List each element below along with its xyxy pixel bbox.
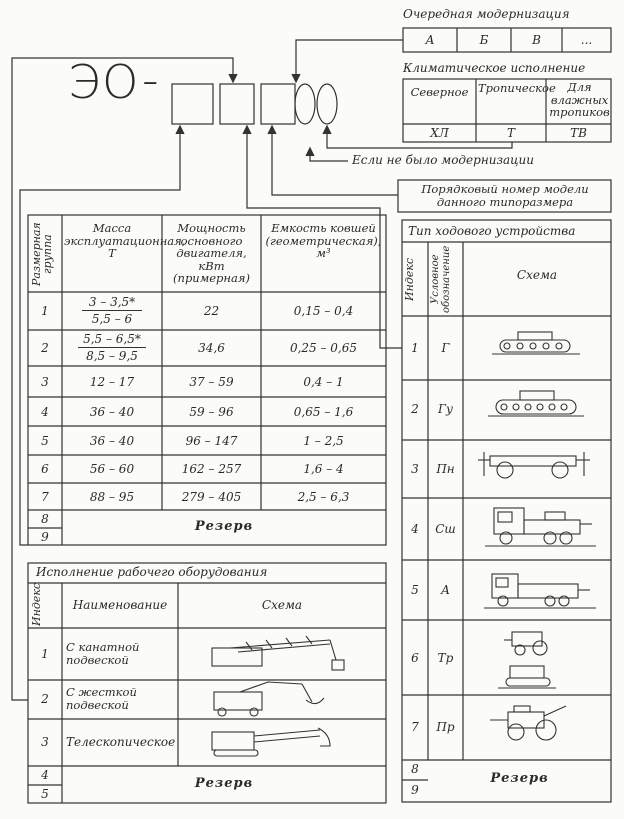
tractor-scheme bbox=[498, 632, 556, 688]
equipment-name-1: С канатной подвеской bbox=[66, 640, 140, 667]
size-bucket-4: 0,65 – 1,6 bbox=[293, 405, 354, 419]
industrial-tractor-scheme bbox=[490, 706, 566, 740]
truck-scheme bbox=[484, 574, 596, 608]
chassis-index-5: 5 bbox=[411, 583, 419, 597]
modernization-letter-v: В bbox=[532, 33, 541, 47]
cable-boom-scheme bbox=[212, 636, 344, 670]
equipment-index-2: 2 bbox=[41, 692, 49, 706]
size-mass-2: $\frac{5,5 - 6,5*}{8,5 - 9,5}$ bbox=[78, 332, 146, 363]
climate-north: Северное bbox=[410, 85, 469, 99]
size-reserve-label: Резерв bbox=[194, 519, 254, 534]
equipment-name-3: Телескопическое bbox=[66, 735, 176, 749]
crawler-scheme bbox=[492, 332, 580, 354]
size-header-bucket: Емкость ковшей (геометрическая), м³ bbox=[265, 221, 382, 260]
size-power-4: 59 – 96 bbox=[189, 405, 234, 419]
chassis-index-9: 9 bbox=[411, 783, 419, 797]
equipment-index-3: 3 bbox=[41, 735, 49, 749]
climate-tropical: Тропическое bbox=[478, 81, 556, 95]
modernization-title: Очередная модернизация bbox=[403, 7, 570, 21]
size-header-power: Мощность основного двигателя, кВт (примерная) bbox=[173, 221, 250, 285]
chassis-code-1: Г bbox=[441, 341, 450, 355]
chassis-header-code: Условное обозначение bbox=[430, 245, 452, 313]
climate-code-hl: ХЛ bbox=[430, 126, 449, 140]
chassis-code-5: А bbox=[440, 583, 451, 597]
chassis-index-7: 7 bbox=[411, 720, 419, 734]
wheeled-chassis-scheme bbox=[485, 508, 596, 546]
size-bucket-5: 1 – 2,5 bbox=[303, 434, 344, 448]
chassis-code-6: Тр bbox=[437, 651, 454, 665]
model-code-dash: - bbox=[142, 53, 161, 107]
chassis-code-2: Гу bbox=[438, 402, 453, 416]
size-bucket-1: 0,15 – 0,4 bbox=[293, 304, 354, 318]
size-bucket-2: 0,25 – 0,65 bbox=[289, 341, 358, 355]
chassis-index-4: 4 bbox=[411, 522, 419, 536]
serial-label: Порядковый номер модели данного типоразмера bbox=[421, 182, 589, 209]
equipment-name-2: С жесткой подвеской bbox=[66, 685, 137, 712]
size-power-6: 162 – 257 bbox=[181, 462, 242, 476]
size-group-6: 6 bbox=[41, 462, 49, 476]
equipment-index-5: 5 bbox=[41, 787, 49, 801]
wide-crawler-scheme bbox=[488, 391, 584, 416]
size-group-9: 9 bbox=[41, 530, 49, 544]
size-group-7: 7 bbox=[41, 490, 49, 504]
climate-code-tv: ТВ bbox=[570, 126, 587, 140]
equipment-header-name: Наименование bbox=[72, 598, 168, 612]
size-header-group: Размерная группа bbox=[30, 222, 54, 286]
chassis-index-1: 1 bbox=[411, 341, 419, 355]
equipment-index-1: 1 bbox=[41, 647, 49, 661]
chassis-title: Тип ходового устройства bbox=[408, 224, 576, 238]
size-mass-6: 56 – 60 bbox=[89, 462, 135, 476]
chassis-code-7: Пр bbox=[436, 720, 455, 734]
model-code-oval-2 bbox=[317, 84, 337, 124]
size-group-1: 1 bbox=[41, 304, 49, 318]
size-header-mass: Масса эксплуатационная, Т bbox=[64, 221, 186, 260]
size-group-5: 5 bbox=[41, 434, 49, 448]
size-mass-3: 12 – 17 bbox=[89, 375, 135, 389]
size-group-4: 4 bbox=[41, 405, 49, 419]
size-power-7: 279 – 405 bbox=[181, 490, 242, 504]
modernization-letter-a: А bbox=[425, 33, 435, 47]
size-bucket-6: 1,6 – 4 bbox=[303, 462, 344, 476]
size-group-3: 3 bbox=[41, 375, 49, 389]
chassis-index-2: 2 bbox=[411, 402, 419, 416]
size-mass-4: 36 – 40 bbox=[89, 405, 135, 419]
climate-wet-tropical: Для влажных тропиков bbox=[549, 80, 610, 119]
size-mass-7: 88 – 95 bbox=[89, 490, 135, 504]
chassis-index-8: 8 bbox=[411, 762, 419, 776]
size-bucket-3: 0,4 – 1 bbox=[303, 375, 344, 389]
model-code-oval-1 bbox=[295, 84, 315, 124]
model-code-box-2 bbox=[220, 84, 254, 124]
equipment-reserve-label: Резерв bbox=[194, 776, 254, 791]
climate-code-t: Т bbox=[506, 126, 515, 140]
size-power-3: 37 – 59 bbox=[189, 375, 234, 389]
chassis-code-3: Пн bbox=[436, 462, 455, 476]
equipment-index-4: 4 bbox=[41, 768, 49, 782]
size-group-8: 8 bbox=[41, 512, 49, 526]
modernization-letter-b: Б bbox=[479, 33, 489, 47]
chassis-header-scheme: Схема bbox=[516, 268, 558, 282]
chassis-header-index: Индекс bbox=[403, 257, 416, 301]
equipment-title: Исполнение рабочего оборудования bbox=[36, 565, 268, 579]
model-code-prefix: ЭО bbox=[68, 55, 141, 109]
model-code-box-3 bbox=[261, 84, 295, 124]
chassis-reserve-label: Резерв bbox=[490, 771, 549, 786]
size-power-1: 22 bbox=[203, 304, 220, 318]
size-bucket-7: 2,5 – 6,3 bbox=[297, 490, 350, 504]
size-group-2: 2 bbox=[41, 341, 49, 355]
size-power-5: 96 – 147 bbox=[185, 434, 238, 448]
chassis-index-3: 3 bbox=[411, 462, 419, 476]
size-mass-5: 36 – 40 bbox=[89, 434, 135, 448]
equipment-header-scheme: Схема bbox=[261, 598, 303, 612]
pneumatic-scheme bbox=[478, 452, 590, 478]
size-power-2: 34,6 bbox=[198, 341, 225, 355]
model-code-box-1 bbox=[172, 84, 213, 124]
telescopic-boom-scheme bbox=[212, 728, 330, 756]
climate-title: Климатическое исполнение bbox=[403, 61, 586, 75]
size-mass-1: $\frac{3 - 3,5*}{5,5 - 6}$ bbox=[82, 295, 142, 326]
equipment-header-index: Индекс bbox=[30, 582, 43, 626]
chassis-index-6: 6 bbox=[411, 651, 419, 665]
chassis-code-4: Сш bbox=[435, 522, 456, 536]
rigid-boom-scheme bbox=[214, 682, 324, 716]
no-modernization-note: Если не было модернизации bbox=[352, 153, 534, 167]
modernization-letter-more: ... bbox=[580, 33, 593, 47]
